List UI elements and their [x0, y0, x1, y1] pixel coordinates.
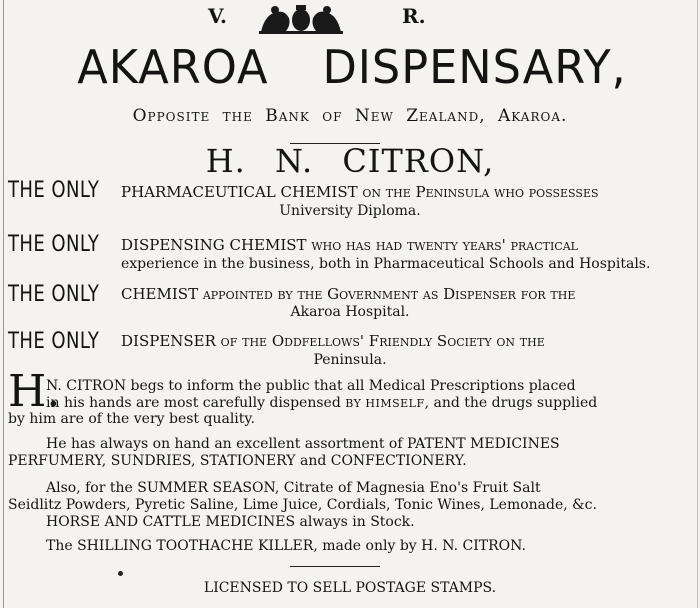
claim-text-4b: Peninsula. — [313, 352, 387, 368]
claim-lead-2: THE ONLY — [8, 232, 100, 257]
notice-line-1: N. CITRON begs to inform the public that all Medical Prescriptions placed — [46, 378, 576, 394]
claim-text-3: CHEMIST appointed by the Government as Dispenser for the — [121, 285, 576, 303]
claim-text-4: DISPENSER of the Oddfellows' Friendly Society on the — [121, 332, 545, 350]
summer-line-2: Seidlitz Powders, Pyretic Saline, Lime Juice, Cordials, Tonic Wines, Lemonade, &c. — [8, 497, 597, 513]
bottom-divider-rule — [290, 566, 380, 567]
notice-line-3: by him are of the very best quality. — [8, 411, 255, 427]
notice-line-2 — [46, 395, 597, 411]
horse-cattle-line: HORSE AND CATTLE MEDICINES always in Stock. — [46, 514, 415, 530]
royal-coat-of-arms-icon — [255, 2, 347, 36]
assortment-line-1: He has always on hand an excellent assortment of PATENT MEDICINES — [46, 436, 560, 452]
claim-lead-4: THE ONLY — [8, 329, 100, 354]
claim-text-3b: Akaroa Hospital. — [290, 304, 410, 320]
summer-line-1: Also, for the SUMMER SEASON, Citrate of Magnesia Eno's Fruit Salt — [46, 480, 541, 496]
assortment-line-2: PERFUMERY, SUNDRIES, STATIONERY and CONFECTIONERY. — [8, 453, 467, 469]
claim-text-1b: University Diploma. — [279, 203, 421, 219]
notice-line-2-end: , and the drugs supplied — [424, 395, 598, 411]
header-letter-v: V. — [208, 4, 227, 28]
ink-dot — [118, 571, 123, 576]
claim-lead-1: THE ONLY — [8, 178, 100, 203]
license-line: LICENSED TO SELL POSTAGE STAMPS. — [203, 580, 497, 596]
claim-lead-3: THE ONLY — [8, 282, 100, 307]
dispensary-title: AKAROA DISPENSARY, — [77, 40, 627, 94]
notice-line-2-text: in his hands are most carefully dispensed — [46, 395, 341, 411]
toothache-line: The SHILLING TOOTHACHE KILLER, made only by H. N. CITRON. — [46, 538, 526, 554]
claim-text-2b: experience in the business, both in Pharmaceutical Schools and Hospitals. — [121, 256, 651, 272]
address-subtitle: Opposite the Bank of New Zealand, Akaroa. — [132, 106, 568, 126]
notice-emphasis: BY HIMSELF — [345, 397, 425, 410]
notice-dropcap: H. — [8, 366, 61, 417]
header-letter-r: R. — [402, 4, 426, 28]
proprietor-name: H. N. CITRON, — [205, 142, 495, 180]
claim-text-1: PHARMACEUTICAL CHEMIST on the Peninsula who possesses — [121, 183, 599, 201]
claim-text-2: DISPENSING CHEMIST who has had twenty years' practical — [121, 236, 578, 254]
